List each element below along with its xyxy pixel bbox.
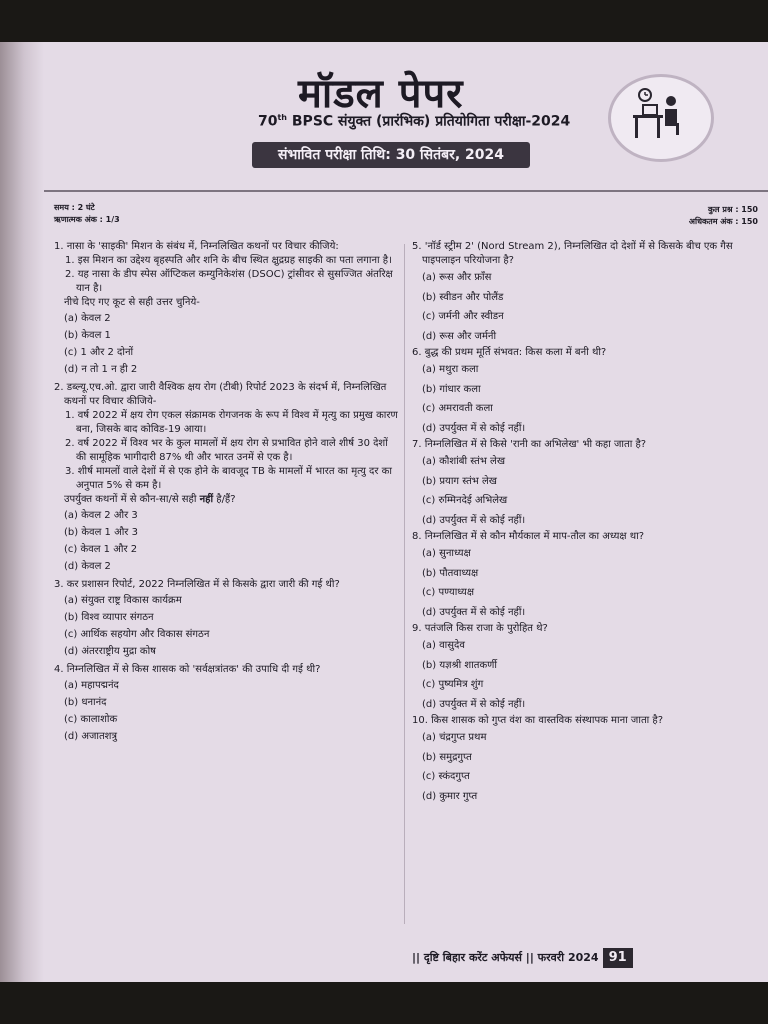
total-questions: कुल प्रश्न : 150 xyxy=(707,205,758,214)
instruction-part: उपर्युक्त कथनों में से कौन-सा/से सही xyxy=(64,494,200,505)
option-b: (b) स्वीडन और पोलैंड xyxy=(422,291,504,303)
page-number: 91 xyxy=(603,948,633,968)
statement: 2. वर्ष 2022 में विश्व भर के कुल मामलों में क्षय रोग से प्रभावित होने वाले शीर्ष 30 देशों की सामूहिक भागीदारी 87% थी और भारत उनमें से एक है। xyxy=(65,438,388,463)
option-b: (b) केवल 1 xyxy=(64,330,111,341)
option-d: (d) अजातशत्रु xyxy=(64,731,117,742)
option-a: (a) वासुदेव xyxy=(422,640,465,651)
option-a: (a) केवल 2 xyxy=(64,313,111,324)
option-a: (a) चंद्रगुप्त प्रथम xyxy=(422,732,487,743)
option-b: (b) गांधार कला xyxy=(422,383,481,395)
option-d: (d) केवल 2 xyxy=(64,561,111,572)
question-text: 7. निम्नलिखित में से किसे 'रानी का अभिलेख' भी कहा जाता है? xyxy=(412,439,647,450)
option-c: (c) पुष्यमित्र शुंग xyxy=(422,679,484,690)
option-b: (b) केवल 1 और 3 xyxy=(64,527,138,538)
negative-marking: ऋणात्मक अंक : 1/3 xyxy=(54,215,120,224)
question-9 xyxy=(412,622,756,714)
option-c: (c) रुम्मिनदेई अभिलेख xyxy=(422,495,508,506)
question-7 xyxy=(412,438,756,530)
instruction xyxy=(54,493,398,507)
question-8 xyxy=(412,530,756,622)
exam-time: समय : 2 घंटे xyxy=(54,203,95,212)
option-c: (c) केवल 1 और 2 xyxy=(64,544,138,555)
option-b: (b) समुद्रगुप्त xyxy=(422,751,472,763)
option-a: (a) कौशांबी स्तंभ लेख xyxy=(422,456,506,467)
question-text: 6. बुद्ध की प्रथम मूर्ति संभवत: किस कला में बनी थी? xyxy=(412,347,607,358)
question-3 xyxy=(54,578,398,660)
magazine-name: || दृष्टि बिहार करेंट अफेयर्स || फरवरी 2024 xyxy=(412,951,599,964)
instruction-emphasis: नहीं xyxy=(199,494,214,505)
option-d: (d) उपर्युक्त में से कोई नहीं। xyxy=(422,422,526,434)
column-divider xyxy=(404,244,405,924)
option-d: (d) उपर्युक्त में से कोई नहीं। xyxy=(422,606,526,618)
option-d: (d) रूस और जर्मनी xyxy=(422,330,497,342)
question-2 xyxy=(54,381,398,575)
question-text: 8. निम्नलिखित में से कौन मौर्यकाल में माप-तौल का अध्यक्ष था? xyxy=(412,531,645,542)
page-footer xyxy=(412,948,712,968)
page-title: मॉडल पेपर xyxy=(298,71,464,117)
option-a: (a) मथुरा कला xyxy=(422,364,479,375)
instruction-part: है/हैं? xyxy=(213,494,236,505)
question-text: 4. निम्नलिखित में से किस शासक को 'सर्वक्षत्रांतक' की उपाधि दी गई थी? xyxy=(54,664,321,675)
option-c: (c) आर्थिक सहयोग और विकास संगठन xyxy=(64,629,210,640)
statement: 1. इस मिशन का उद्देश्य बृहस्पति और शनि के बीच स्थित क्षुद्रग्रह साइकी का पता लगाना है। xyxy=(65,255,392,266)
header-divider xyxy=(44,190,768,192)
question-10 xyxy=(412,714,756,806)
option-a: (a) रूस और फ्राँस xyxy=(422,272,492,283)
question-5 xyxy=(412,240,756,346)
right-column xyxy=(412,240,756,806)
question-1 xyxy=(54,240,398,378)
statement: 1. वर्ष 2022 में क्षय रोग एकल संक्रामक रोगजनक के रूप में विश्व में मृत्यु का प्रमुख कारण बना, जिसके बाद कोविड-19 आया। xyxy=(65,410,398,435)
max-marks: अधिकतम अंक : 150 xyxy=(688,217,758,226)
option-c: (c) जर्मनी और स्वीडन xyxy=(422,311,504,322)
subtitle-rest: BPSC संयुक्त (प्रारंभिक) प्रतियोगिता परीक्षा-2024 xyxy=(287,113,571,130)
option-c: (c) अमरावती कला xyxy=(422,403,493,414)
question-text: 10. किस शासक को गुप्त वंश का वास्तविक संस्थापक माना जाता है? xyxy=(412,715,664,726)
logo-badge xyxy=(608,74,714,162)
option-c: (c) कालाशोक xyxy=(64,714,118,725)
exam-subtitle xyxy=(258,106,588,130)
question-4 xyxy=(54,663,398,745)
option-b: (b) पौतवाध्यक्ष xyxy=(422,567,479,579)
statement: 2. यह नासा के डीप स्पेस ऑप्टिकल कम्युनिकेशंस (DSOC) ट्रांसीवर से सुसज्जित अंतरिक्ष यान है। xyxy=(65,269,393,294)
option-b: (b) विश्व व्यापार संगठन xyxy=(64,612,154,623)
option-b: (b) यज्ञश्री शातकर्णी xyxy=(422,659,497,671)
option-d: (d) उपर्युक्त में से कोई नहीं। xyxy=(422,698,526,710)
left-column xyxy=(54,240,398,745)
student-at-desk-icon xyxy=(629,85,693,149)
question-text: 5. 'नॉर्ड स्ट्रीम 2' (Nord Stream 2), निम्नलिखित दो देशों में से किसके बीच एक गैस पाइपलाइन परियोजना है? xyxy=(412,241,733,266)
book-spine-shadow xyxy=(0,42,44,982)
exam-date-banner: संभावित परीक्षा तिथि: 30 सितंबर, 2024 xyxy=(252,142,530,168)
option-c: (c) 1 और 2 दोनों xyxy=(64,347,134,358)
option-c: (c) पण्याध्यक्ष xyxy=(422,587,475,598)
question-text: 1. नासा के 'साइकी' मिशन के संबंध में, निम्नलिखित कथनों पर विचार कीजिये: xyxy=(54,241,339,252)
option-d: (d) अंतरराष्ट्रीय मुद्रा कोष xyxy=(64,646,156,657)
option-a: (a) महापद्मनंद xyxy=(64,680,119,691)
subtitle-prefix: 70 xyxy=(258,113,278,130)
subtitle-sup: th xyxy=(277,113,288,122)
question-6 xyxy=(412,346,756,438)
option-b: (b) प्रयाग स्तंभ लेख xyxy=(422,475,497,487)
question-text: 3. कर प्रशासन रिपोर्ट, 2022 निम्नलिखित में से किसके द्वारा जारी की गई थी? xyxy=(54,579,340,590)
option-c: (c) स्कंदगुप्त xyxy=(422,771,470,782)
option-d: (d) कुमार गुप्त xyxy=(422,790,478,802)
statement: 3. शीर्ष मामलों वाले देशों में से एक होने के बावजूद TB के मामलों में भारत का मृत्यु दर का अनुपात 5% से कम है। xyxy=(65,466,392,491)
option-d: (d) उपर्युक्त में से कोई नहीं। xyxy=(422,514,526,526)
question-text: 9. पतंजलि किस राजा के पुरोहित थे? xyxy=(412,623,548,634)
option-a: (a) सुनाध्यक्ष xyxy=(422,548,471,559)
option-d: (d) न तो 1 न ही 2 xyxy=(64,364,138,375)
question-text: 2. डब्ल्यू.एच.ओ. द्वारा जारी वैश्विक क्षय रोग (टीबी) रिपोर्ट 2023 के संदर्भ में, निम्नलिखित कथनों पर विचार कीजिये- xyxy=(54,382,387,407)
instruction: नीचे दिए गए कूट से सही उत्तर चुनिये- xyxy=(64,297,200,308)
option-b: (b) धनानंद xyxy=(64,697,107,708)
option-a: (a) संयुक्त राष्ट्र विकास कार्यक्रम xyxy=(64,595,182,606)
option-a: (a) केवल 2 और 3 xyxy=(64,510,138,521)
